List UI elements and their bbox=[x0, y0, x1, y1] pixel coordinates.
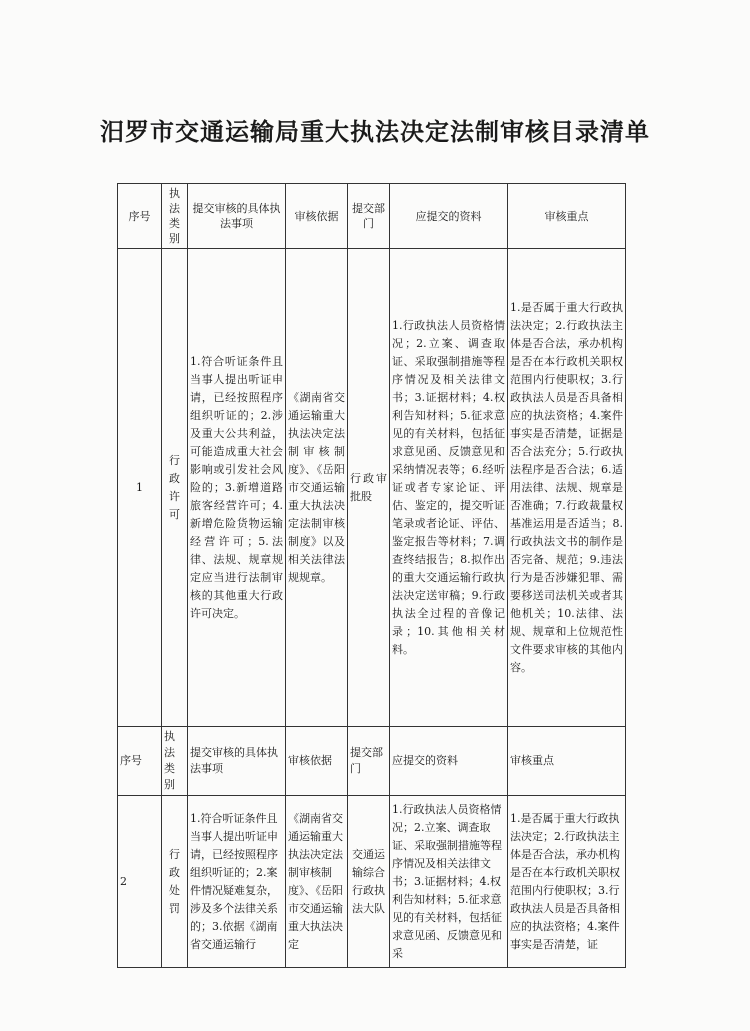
row-basis bbox=[286, 796, 348, 968]
row-seq bbox=[118, 796, 162, 968]
header-matter: 提交审核的具体执法事项 bbox=[188, 727, 286, 796]
row-matter: 1.符合听证条件且当事人提出听证申请，已经按照程序组织听证的；2.涉及重大公共利益，可能造成重大社会影响或引发社会风险的；3.新增道路旅客经营许可；4.新增危险货物运输经营许可；5.法律、法规、规章规定应当进行法制审核的其他重大行政许可决定。 bbox=[188, 249, 286, 727]
header-focus: 审核重点 bbox=[508, 727, 626, 796]
page-title: 汨罗市交通运输局重大执法决定法制审核目录清单 bbox=[100, 117, 650, 146]
header-category: 执法类别 bbox=[162, 184, 188, 249]
row-materials bbox=[390, 796, 508, 968]
row-category: 行政许可 bbox=[162, 249, 188, 727]
header-materials: 应提交的资料 bbox=[390, 184, 508, 249]
row-dept: 交通运输综合行政执法大队 bbox=[348, 796, 390, 968]
header-materials: 应提交的资料 bbox=[390, 727, 508, 796]
header-category: 执法类别 bbox=[162, 727, 188, 796]
row-matter-text: 1.符合听证条件且当事人提出听证申请，已经按照程序组织听证的；2.案件情况疑难复杂，涉及多个法律关系的；3.依据《湖南省交通运输行 bbox=[190, 811, 278, 951]
row-matter bbox=[188, 796, 286, 968]
row-focus bbox=[508, 796, 626, 968]
row-materials: 1.行政执法人员资格情况；2.立案、调查取证、采取强制措施等程序情况及相关法律文书；3.证据材料；4.权利告知材料；5.征求意见的有关材料，包括征求意见函、反馈意见和采纳情况表等；6.经听证或者专家论证、评估、鉴定的，提交听证笔录或者论证、评估、鉴定报告等材料；7.调查终结报告；8.拟作出的重大交通运输行政执法决定送审稿；9.行政执法全过程的音像记录；10.其他相关材料。 bbox=[390, 249, 508, 727]
header-dept: 提交部门 bbox=[348, 184, 390, 249]
row-seq: 1 bbox=[118, 249, 162, 727]
row-focus: 1.是否属于重大行政执法决定；2.行政执法主体是否合法，承办机构是否在本行政机关职权范围内行使职权；3.行政执法人员是否具备相应的执法资格；4.案件事实是否清楚，证据是否合法充分；5.行政执法程序是否合法；6.适用法律、法规、规章是否准确；7.行政裁量权基准运用是否适当；8.行政执法文书的制作是否完备、规范；9.违法行为是否涉嫌犯罪、需要移送司法机关或者其他机关；10.法律、法规、规章和上位规范性文件要求审核的其他内容。 bbox=[508, 249, 626, 727]
table-header-row-repeat bbox=[118, 727, 626, 796]
header-basis: 审核依据 bbox=[286, 184, 348, 249]
header-seq: 序号 bbox=[118, 727, 162, 796]
table-header-row bbox=[118, 184, 626, 249]
header-matter: 提交审核的具体执法事项 bbox=[188, 184, 286, 249]
table-row bbox=[118, 249, 626, 727]
row-seq-text: 2 bbox=[120, 874, 127, 888]
table-row bbox=[118, 796, 626, 968]
row-materials-text: 1.行政执法人员资格情况；2.立案、调查取证、采取强制措施等程序情况及相关法律文书；3.证据材料；4.权利告知材料；5.征求意见的有关材料，包括征求意见函、反馈意见和采 bbox=[392, 802, 502, 960]
row-basis: 《湖南省交通运输重大执法决定法制审核制度》、《岳阳市交通运输重大执法决定法制审核制度》以及相关法律法规规章。 bbox=[286, 249, 348, 727]
header-basis: 审核依据 bbox=[286, 727, 348, 796]
row-focus-text: 1.是否属于重大行政执法决定；2.行政执法主体是否合法，承办机构是否在本行政机关职权范围内行使职权；3.行政执法人员是否具备相应的执法资格；4.案件事实是否清楚，证 bbox=[510, 811, 620, 951]
review-catalog-table bbox=[117, 183, 626, 968]
row-dept: 行政审批股 bbox=[348, 249, 390, 727]
header-focus: 审核重点 bbox=[508, 184, 626, 249]
header-dept: 提交部门 bbox=[348, 727, 390, 796]
row-basis-text: 《湖南省交通运输重大执法决定法制审核制度》、《岳阳市交通运输重大执法决定 bbox=[288, 811, 343, 951]
header-seq: 序号 bbox=[118, 184, 162, 249]
row-category: 行政处罚 bbox=[162, 796, 188, 968]
